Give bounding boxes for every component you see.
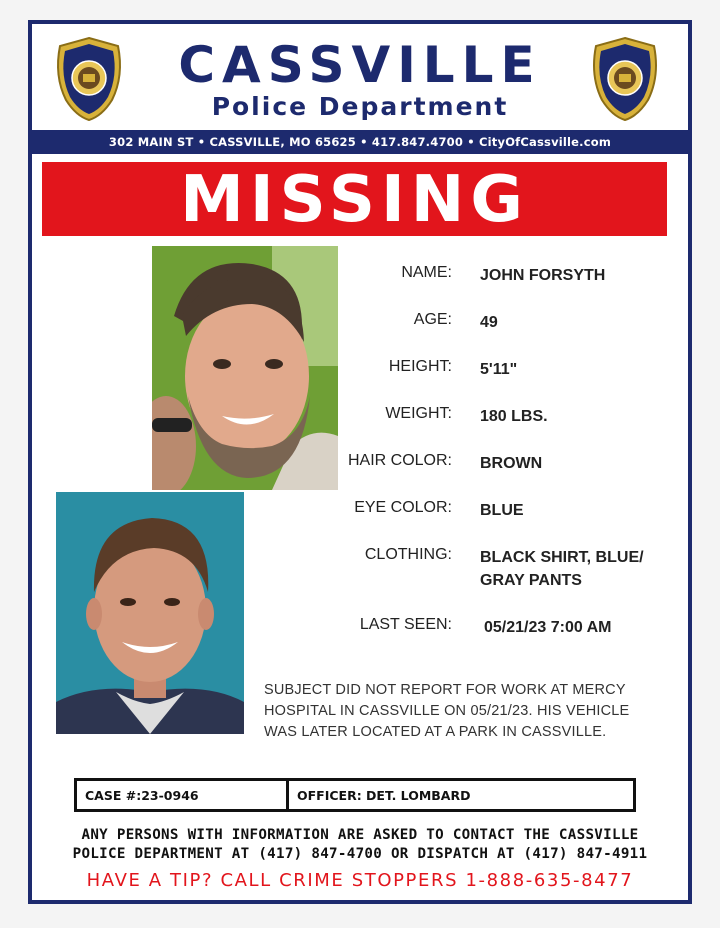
narrative-line: WAS LATER LOCATED AT A PARK IN CASSVILLE. — [264, 724, 607, 740]
detail-label: EYE COLOR: — [354, 499, 452, 516]
contact-line: ANY PERSONS WITH INFORMATION ARE ASKED TO CONTACT THE CASSVILLE — [81, 827, 639, 843]
detail-value: 49 — [480, 314, 498, 331]
narrative-line: SUBJECT DID NOT REPORT FOR WORK AT MERCY — [264, 682, 626, 698]
address-bar: 302 MAIN ST • CASSVILLE, MO 65625 • 417.847.4700 • CityOfCassville.com — [32, 130, 688, 154]
detail-value: GRAY PANTS — [480, 572, 582, 589]
detail-height-row — [32, 358, 692, 382]
detail-label: AGE: — [413, 311, 452, 328]
poster-header — [32, 24, 688, 126]
detail-eye-row — [32, 499, 692, 523]
crime-stoppers-tip: HAVE A TIP? CALL CRIME STOPPERS 1-888-635-8477 — [86, 870, 634, 891]
detail-clothing-row — [32, 546, 692, 594]
department-name: CASSVILLE — [178, 36, 542, 94]
detail-value: JOHN FORSYTH — [480, 267, 606, 284]
police-badge-icon — [52, 36, 126, 122]
detail-value: BLACK SHIRT, BLUE/ — [480, 549, 644, 566]
detail-last-seen-row — [32, 616, 692, 640]
officer-name: OFFICER: DET. LOMBARD — [297, 787, 471, 803]
detail-age-row — [32, 311, 692, 335]
detail-value: BLUE — [480, 502, 524, 519]
detail-label: LAST SEEN: — [359, 616, 452, 633]
detail-value: 180 LBS. — [480, 408, 548, 425]
detail-label: HAIR COLOR: — [347, 452, 452, 469]
detail-weight-row — [32, 405, 692, 429]
incident-narrative — [264, 680, 674, 743]
contact-instructions — [32, 826, 688, 864]
detail-value: 5'11" — [480, 361, 518, 378]
department-subtitle: Police Department — [211, 92, 509, 121]
detail-hair-row — [32, 452, 692, 476]
case-info-table — [74, 778, 636, 812]
detail-label: NAME: — [401, 264, 452, 281]
case-number: CASE #:23-0946 — [77, 781, 289, 809]
contact-line: POLICE DEPARTMENT AT (417) 847-4700 OR DISPATCH AT (417) 847-4911 — [72, 846, 648, 862]
narrative-line: HOSPITAL IN CASSVILLE ON 05/21/23. HIS VEHICLE — [264, 703, 630, 719]
detail-label: HEIGHT: — [388, 358, 452, 375]
detail-name-row — [32, 264, 692, 288]
detail-label: WEIGHT: — [385, 405, 452, 422]
detail-label: CLOTHING: — [364, 546, 452, 563]
missing-banner: MISSING — [42, 162, 667, 236]
detail-value: BROWN — [480, 455, 543, 472]
detail-value: 05/21/23 7:00 AM — [484, 619, 612, 636]
police-badge-icon — [588, 36, 662, 122]
missing-poster — [28, 20, 692, 904]
subject-photo-id — [56, 492, 244, 734]
